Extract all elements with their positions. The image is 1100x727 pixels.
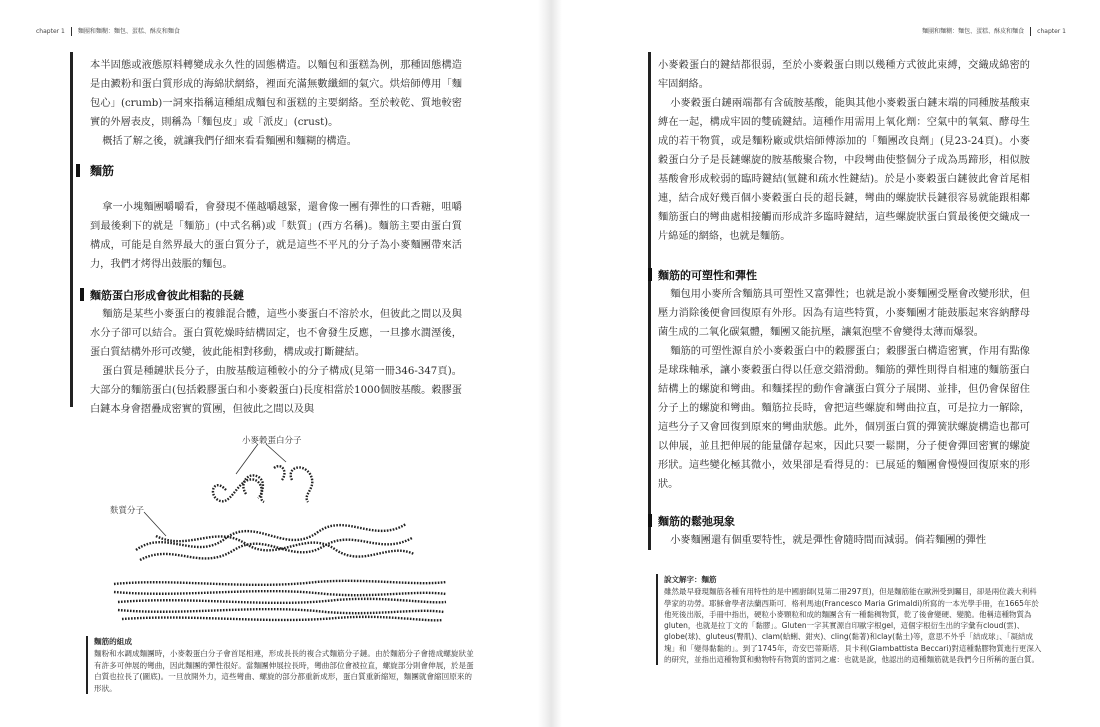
stretched-gluten — [118, 609, 444, 613]
stretched-gluten — [114, 581, 446, 585]
paragraph: 小麥麵團還有個重要特性，就是彈性會隨時間而減弱。倘若麵團的彈性 — [670, 535, 987, 546]
paragraph: 小麥穀蛋白的鍵結都很弱，至於小麥穀蛋白則以幾種方式彼此束縛，交織成綿密的牢固網絡。 — [658, 60, 1030, 90]
stretched-gluten — [118, 599, 446, 603]
paragraph: 麵包用小麥所含麵筋具可塑性又富彈性；也就是說小麥麵團受壓會改變形狀，但壓力消除後便會回復原有外形。因為有這些特質，小麥麵團才能鼓脹起來容納酵母菌生成的二氧化碳氣體，麵團又能抗壓，讓氣泡壁不會變得太薄而爆裂。 — [658, 289, 1030, 338]
paragraph: 蛋白質是種鏈狀長分子，由胺基酸這種較小的分子構成(見第一冊346-347頁)。大部分的麵筋蛋白(包括穀膠蛋白和小麥穀蛋白)長度相當於1000個胺基酸。穀膠蛋白鏈本身會摺疊成密實的質團，但彼此之間以及與 — [90, 366, 462, 415]
left-subsection — [90, 286, 462, 419]
chapter-label: chapter 1 — [36, 28, 65, 35]
stretched-gluten — [122, 617, 442, 620]
figure-label-glutenin: 小麥穀蛋白分子 — [242, 436, 302, 446]
subsection-heading: 麵筋的可塑性和彈性 — [658, 266, 1030, 285]
figure-label-gluten: 麩質分子 — [110, 506, 145, 516]
running-head-title: 麵團和麵糊：麵包、蛋糕、酥皮和麵食 — [922, 28, 1025, 35]
paragraph: 本半固態或液態原料轉變成永久性的固態構造。以麵包和蛋糕為例，那種固態構造是由澱粉和蛋白質形成的海綿狀網絡，裡面充滿無數纖細的氣穴。烘焙師傅用「麵包心」(crumb)一詞來指稱這種組成麵包和蛋糕的主要網絡。至於較乾、質地較密實的外層表皮，則稱為「麵包皮」或「派皮」(crust)。 — [90, 60, 462, 128]
caption-text: 麵粉和水調成麵團時，小麥穀蛋白分子會首尾相連，形成長長的複合式麵筋分子鏈。由於麵筋分子會捲成螺旋狀並有許多可伸展的彎曲，因此麵團的彈性很好。當麵團伸展拉長時，彎曲部位會被拉直，螺旋部分則會伸展，於是蛋白質也拉長了(圖底)。一旦放開外力，這些彎曲、螺旋的部分都重新成形，蛋白質重新縮短，麵團就會縮回原來的形狀。 — [94, 649, 474, 693]
gluten-structure-figure — [96, 432, 456, 632]
left-running-head — [36, 26, 180, 36]
gluten-illustration — [96, 432, 456, 632]
left-body-intro — [90, 56, 462, 151]
section-heading: 麵筋 — [90, 162, 462, 181]
book-gutter — [538, 0, 562, 727]
paragraph: 麵筋是某些小麥蛋白的複雜混合體，這些小麥蛋白不溶於水，但彼此之間以及與水分子卻可以結合。蛋白質乾燥時結構固定，也不會發生反應，一旦摻水潤溼後，蛋白質結構外形可改變，彼此能相對移動，構成或打斷鍵結。 — [90, 309, 462, 358]
right-running-head — [922, 26, 1066, 36]
chapter-label: chapter 1 — [1037, 28, 1066, 35]
label-pointer — [144, 512, 166, 536]
left-section-gluten — [90, 162, 462, 274]
margin-rule — [648, 52, 651, 550]
subsection-heading: 麵筋蛋白形成會彼此相黏的長鏈 — [90, 286, 462, 305]
etymology-sidebar — [656, 574, 1042, 665]
paragraph: 拿一小塊麵團嚼嚼看，會發現不僅越嚼越緊，還會像一團有彈性的口香糖，咀嚼到最後剩下的就是「麵筋」(中式名稱)或「麩質」(西方名稱)。麵筋主要由蛋白質構成，可能是自然界最大的蛋白質分子，就是這些不平凡的分子為小麥麵團帶來活力，我們才烤得出鼓脹的麵包。 — [90, 202, 462, 270]
caption-title: 麵筋的組成 — [94, 637, 132, 646]
subsection-heading: 麵筋的鬆弛現象 — [658, 512, 1030, 531]
margin-rule — [70, 52, 73, 407]
glutenin-molecule — [274, 466, 284, 480]
right-body-intro — [658, 56, 1030, 246]
glutenin-molecule — [291, 467, 313, 502]
paragraph: 麵筋的可塑性源自於小麥穀蛋白中的穀膠蛋白；穀膠蛋白構造密實，作用有點像是球珠軸承，讓小麥穀蛋白得以任意交錯滑動。麵筋的彈性則得自相連的麵筋蛋白結構上的螺旋和彎曲。和麵揉捏的動作會讓蛋白質分子展開、並排，但仍會保留住分子上的螺旋和彎曲。麵筋拉長時，會把這些螺旋和彎曲拉直，可是拉力一解除，這些分子又會回復到原來的彎曲狀態。此外，個別蛋白質的彈簧狀螺旋構造也都可以伸展，並且把伸展的能量儲存起來，因此只要一鬆開，分子便會彈回密實的螺旋形狀。這些變化極其微小，效果卻是看得見的：已展延的麵團會慢慢回復原來的形狀。 — [658, 346, 1030, 490]
running-head-divider — [1030, 27, 1031, 36]
stretched-gluten — [114, 591, 446, 595]
right-page — [560, 0, 1100, 727]
paragraph: 小麥穀蛋白鏈兩端都有含硫胺基酸，能與其他小麥穀蛋白鏈末端的同種胺基酸束縛在一起，構成牢固的雙硫鍵結。這種作用需用上氧化劑：空氣中的氧氣、酵母生成的若干物質，或是麵粉廠或烘焙師傅添加的「麵團改良劑」(見23-24頁)。小麥穀蛋白分子是長鏈螺旋的胺基酸聚合物，中段彎曲使整個分子成為馬蹄形，相似胺基酸會形成較弱的臨時鍵結(氫鍵和疏水性鍵結)。於是小麥穀蛋白鏈彼此會首尾相連，結合成好幾百個小麥穀蛋白長的超長鏈，彎曲的螺旋狀長鏈很容易就能跟相鄰麵筋蛋白的彎曲處相接觸而形成許多臨時鍵結，這些螺旋狀蛋白質最後便交織成一片綿延的網絡，也就是麵筋。 — [658, 98, 1030, 242]
paragraph: 概括了解之後，就讓我們仔細來看看麵團和麵糊的構造。 — [102, 136, 357, 147]
left-page — [0, 0, 540, 727]
label-pointer — [236, 444, 258, 474]
right-section-relaxation — [658, 512, 1030, 550]
sidebar-title: 說文解字：麵筋 — [664, 575, 717, 584]
glutenin-molecule — [213, 479, 262, 501]
running-head-title: 麵團和麵糊：麵包、蛋糕、酥皮和麵食 — [77, 28, 180, 35]
right-section-plasticity — [658, 266, 1030, 494]
figure-caption — [86, 636, 474, 694]
label-pointer — [266, 444, 286, 462]
sidebar-text: 雖然最早發現麵筋各種有用特性的是中國廚師(見第二冊297頁)，但是麵筋能在歐洲受到矚目，卻是兩位義大利科學家的功勞。耶穌會學者法蘭西斯可．格利馬迪(Francesco Maria Grimaldi)所寫的一本光學手冊，在1665年於他死後出版，手冊中指出，硬粒小麥顆粒和成的麵團含有一種黏稠物質，乾了後會變硬、變脆。他稱這種物質為gluten，也就是拉丁文的「黏膠」。Gluten一字其實源自印歐字根gel，這個字根衍生出的字彙有cloud(雲)、globe(球)、gluteus(臀肌)、clam(蛤蜊、鉗夾)、cling(黏著)和clay(黏土)等，意思不外乎「結成球」、「凝結成塊」和「變得黏黏的」。到了1745年，奇安巴蒂斯塔．貝卡利(Giambattista Beccari)對這種黏膠物質進行更深入的研究，並指出這種物質和動物特有物質的雷同之處：也就是說，他認出的這種麵筋就是我們今日所稱的蛋白質。 — [664, 587, 1042, 665]
running-head-divider — [71, 27, 72, 36]
